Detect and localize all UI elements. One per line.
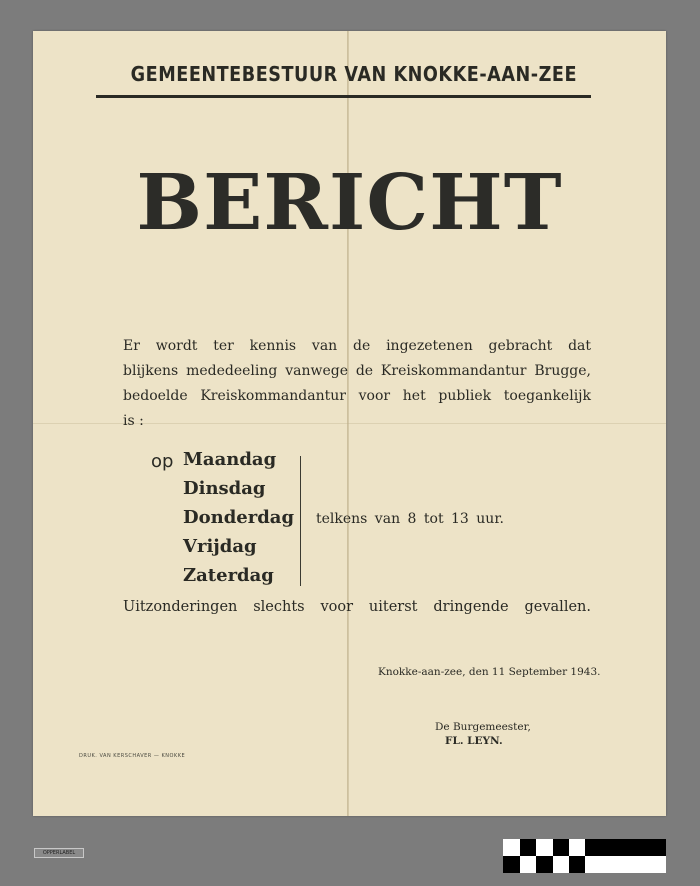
exceptions-note: Uitzonderingen slechts voor uiterst dringende gevallen.: [123, 599, 591, 615]
day-saturday: Zaterdag: [183, 565, 274, 586]
day-tuesday: Dinsdag: [183, 478, 266, 499]
intro-line-1: Er wordt ter kennis van de ingezetenen gebracht dat: [123, 338, 591, 354]
printer-credit: DRUK. VAN KERSCHAVER — KNOKKE: [79, 753, 186, 759]
intro-line-3: bedoelde Kreiskommandantur voor het publiek toegankelijk: [123, 388, 591, 404]
scale-cell: [536, 856, 553, 873]
days-prefix: op: [151, 451, 174, 472]
scale-cell: [553, 839, 569, 856]
intro-line-2: blijkens mededeeling vanwege de Kreiskommandantur Brugge,: [123, 363, 591, 379]
scale-cell: [585, 856, 666, 873]
opening-hours: telkens van 8 tot 13 uur.: [316, 511, 504, 527]
scale-cell: [553, 856, 569, 873]
archive-label: OPPERLABEL: [34, 848, 84, 858]
poster-sheet: [33, 31, 666, 816]
days-brace-line: [300, 456, 301, 586]
color-scale-bar: [503, 839, 666, 873]
header-underline: [96, 95, 591, 98]
day-thursday: Donderdag: [183, 507, 295, 528]
scale-cell: [503, 839, 520, 856]
day-monday: Maandag: [183, 449, 277, 470]
scale-cell: [569, 856, 585, 873]
scale-cell: [585, 839, 666, 856]
signature-name: FL. LEYN.: [445, 735, 503, 747]
scale-cell: [569, 839, 585, 856]
issuer-header: GEMEENTEBESTUUR VAN KNOKKE-AAN-ZEE: [130, 62, 578, 86]
poster-title: BERICHT: [136, 158, 563, 248]
intro-line-4: is :: [123, 413, 144, 429]
intro-paragraph: [123, 334, 591, 434]
scale-cell: [520, 856, 536, 873]
signature-title: De Burgemeester,: [435, 721, 531, 733]
scale-cell: [520, 839, 536, 856]
scale-cell: [536, 839, 553, 856]
date-line: Knokke-aan-zee, den 11 September 1943.: [378, 666, 601, 678]
scale-cell: [503, 856, 520, 873]
day-friday: Vrijdag: [183, 536, 257, 557]
